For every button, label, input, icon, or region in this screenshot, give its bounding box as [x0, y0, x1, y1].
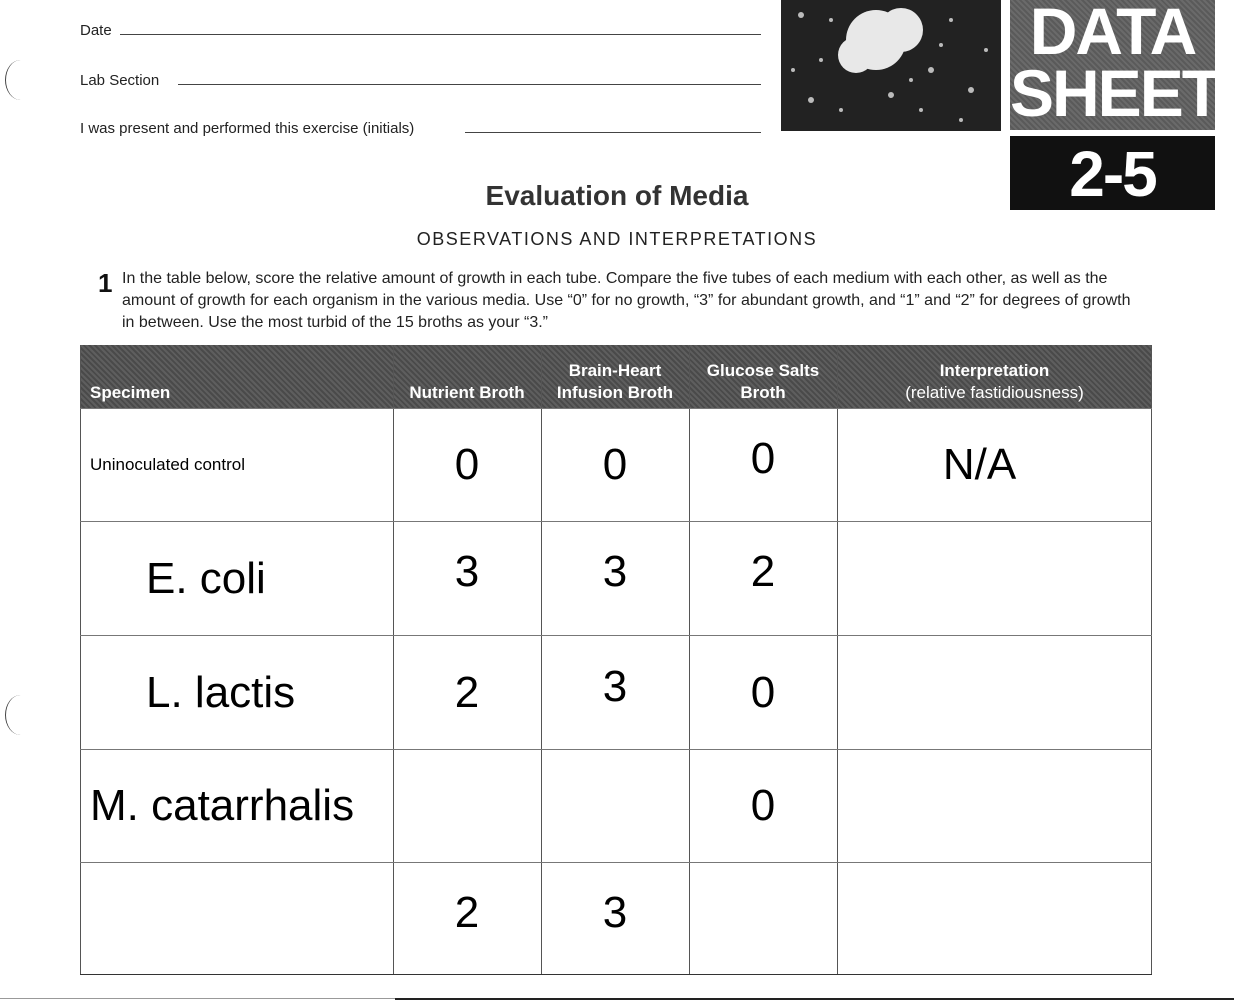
table-cell-interpretation[interactable]: [837, 636, 1151, 749]
table-cell-interpretation[interactable]: [837, 863, 1151, 974]
table-row-specimen[interactable]: E. coli: [146, 553, 266, 603]
badge-number: 2-5: [1010, 136, 1215, 210]
table-cell-nutrient[interactable]: 2: [454, 667, 480, 717]
media-evaluation-table: [80, 345, 1152, 975]
date-label: Date: [80, 22, 112, 39]
table-cell-interpretation[interactable]: [837, 750, 1151, 862]
table-cell-glucose[interactable]: 0: [750, 667, 776, 717]
lab-section-label: Lab Section: [80, 72, 160, 89]
table-cell-glucose[interactable]: [689, 863, 837, 974]
column-header-interpretation: Interpretation (relative fastidiousness): [837, 345, 1152, 408]
table-cell-nutrient[interactable]: [393, 750, 541, 862]
badge-line-sheet: SHEET: [1010, 56, 1221, 130]
table-border-right: [1151, 345, 1152, 975]
present-initials-label: I was present and performed this exercise (initials): [80, 120, 415, 137]
initials-line[interactable]: [465, 132, 761, 133]
question-number: 1: [98, 268, 113, 298]
table-row-specimen[interactable]: Uninoculated control: [90, 455, 245, 474]
table-cell-bhi[interactable]: [541, 750, 689, 862]
table-cell-glucose[interactable]: 0: [750, 781, 776, 830]
table-row-specimen[interactable]: L. lactis: [146, 667, 296, 717]
table-cell-bhi[interactable]: 0: [602, 440, 628, 489]
column-header-glucose-salts-broth: Glucose Salts Broth: [689, 345, 837, 408]
question-text: In the table below, score the relative amount of growth in each tube. Compare the five tubes of each medium with each other, as well as the amount of growth for each organism in the various media. Use “0” for no growth, “3” for abundant growth, and “1” and “2” for degrees of growth in between. Use the most turbid of the 15 broths as your “3.”: [122, 270, 1131, 331]
table-cell-glucose[interactable]: 0: [750, 434, 776, 483]
page-title: Evaluation of Media: [485, 180, 749, 211]
table-row-specimen[interactable]: [90, 863, 393, 974]
column-header-nutrient-broth: Nutrient Broth: [393, 345, 541, 408]
table-cell-nutrient[interactable]: 3: [454, 546, 480, 596]
table-cell-interpretation[interactable]: N/A: [942, 440, 1017, 489]
lab-section-line[interactable]: [178, 84, 761, 85]
micrograph-image: [781, 0, 1001, 131]
binder-hole-arc-bottom: [5, 695, 36, 735]
table-cell-nutrient[interactable]: 0: [454, 440, 480, 489]
table-row-specimen[interactable]: M. catarrhalis: [90, 781, 355, 830]
binder-hole-arc-top: [5, 60, 36, 100]
table-border-bottom: [80, 974, 1152, 975]
page-bottom-rule: [395, 998, 1234, 1000]
column-header-specimen: Specimen: [80, 345, 393, 408]
page-bottom-rule: [0, 998, 395, 999]
table-cell-bhi[interactable]: 3: [602, 887, 628, 937]
table-cell-glucose[interactable]: 2: [750, 546, 776, 596]
table-cell-bhi[interactable]: 3: [602, 546, 628, 596]
data-sheet-badge: [1010, 0, 1221, 130]
date-line[interactable]: [120, 34, 761, 35]
section-subtitle: OBSERVATIONS AND INTERPRETATIONS: [416, 229, 818, 249]
badge-line-data: DATA: [1029, 0, 1196, 68]
column-header-bhi-broth: Brain-Heart Infusion Broth: [541, 345, 689, 408]
table-cell-nutrient[interactable]: 2: [454, 887, 480, 937]
table-cell-bhi[interactable]: 3: [602, 661, 628, 711]
table-cell-interpretation[interactable]: [837, 522, 1151, 635]
